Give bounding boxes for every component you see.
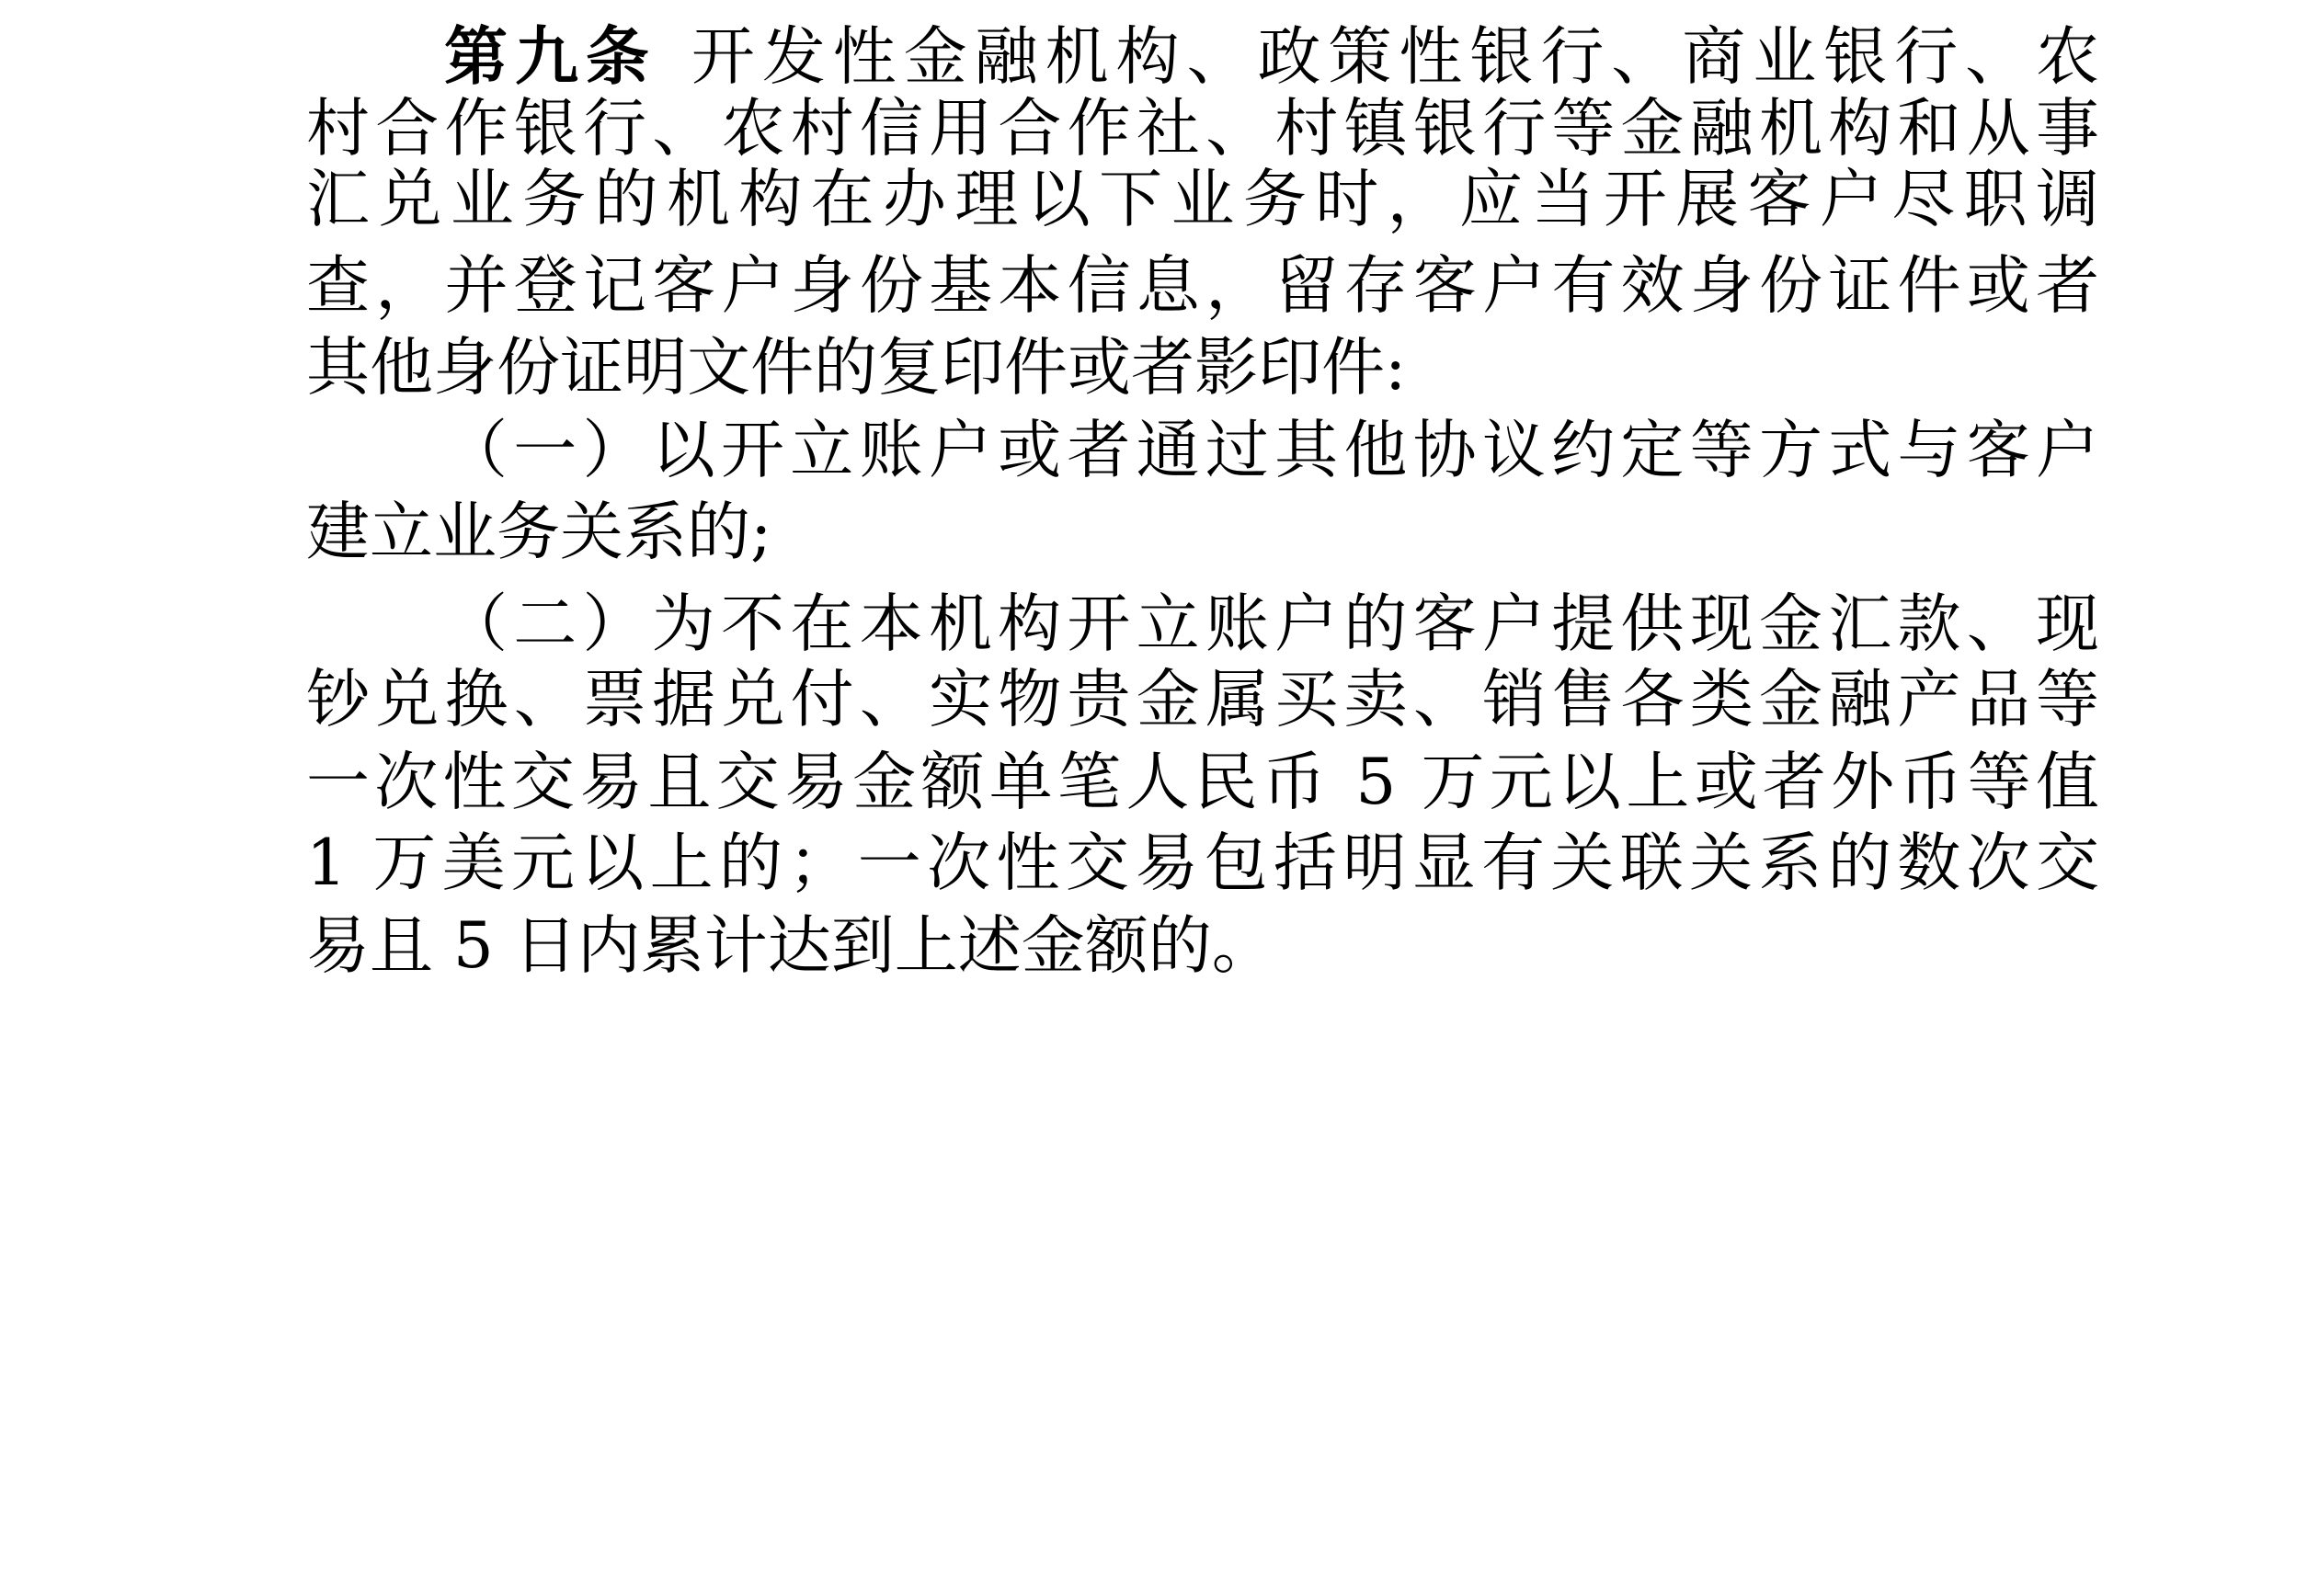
item-text-line: 一次性交易且交易金额单笔人民币 5 万元以上或者外币等值 [306,746,2099,819]
item-text-line: 1 万美元以上的；一次性交易包括明显有关联关系的数次交 [306,826,2099,900]
item-text-line: 钞兑换、票据兑付、实物贵金属买卖、销售各类金融产品等 [306,663,2099,736]
item-text-line: （二）为不在本机构开立账户的客户提供现金汇款、现 [444,587,2099,661]
article-heading: 第九条 [444,19,657,94]
item-1-line-2 [306,482,2099,583]
item-text-line: （一）以开立账户或者通过其他协议约定等方式与客户 [444,414,2099,487]
article-text-line: 汇兑业务的机构在办理以下业务时，应当开展客户尽职调 [306,163,2099,236]
article-text-line: 查，并登记客户身份基本信息，留存客户有效身份证件或者 [306,249,2099,323]
article-text-line: 其他身份证明文件的复印件或者影印件: [306,331,1407,405]
item-text-line: 易且 5 日内累计达到上述金额的。 [306,909,1275,983]
item-2-line-5 [306,895,2099,997]
article-text-line: 开发性金融机构、政策性银行、商业银行、农 [691,20,2100,94]
article-text-line: 村合作银行、农村信用合作社、村镇银行等金融机构和从事 [306,92,2099,165]
item-text-line: 建立业务关系的; [306,496,772,569]
